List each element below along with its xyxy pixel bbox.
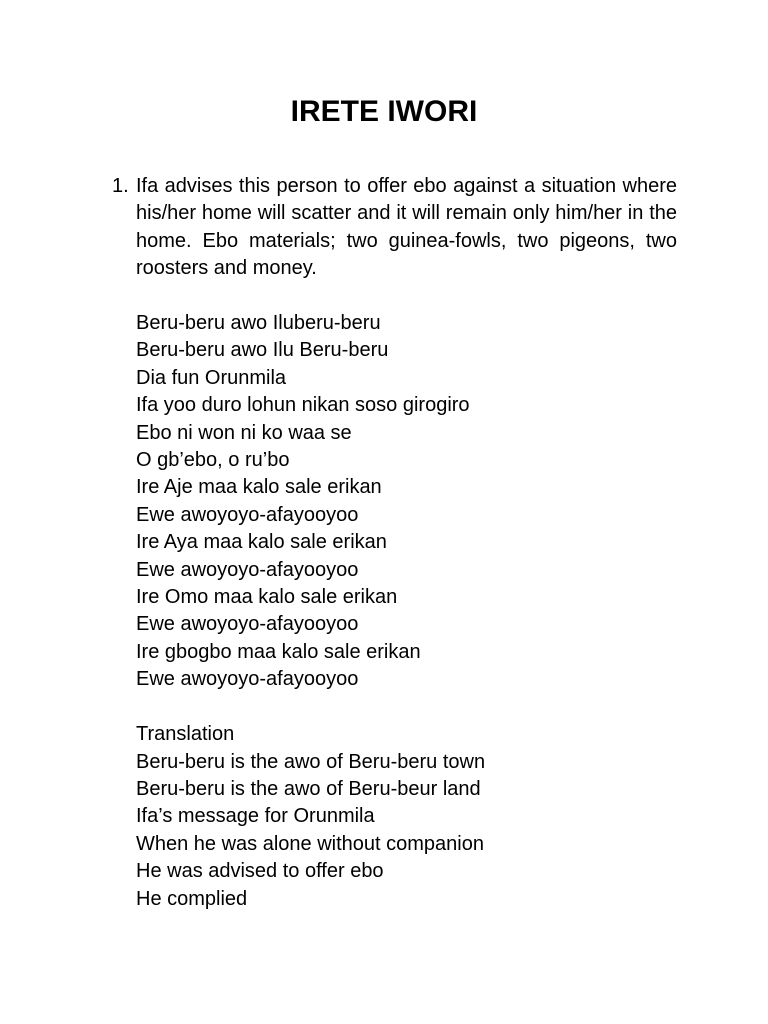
translation-line: He was advised to offer ebo [136,860,384,883]
verse-line: Beru-beru awo Iluberu-beru [136,312,381,335]
verse-line: Ewe awoyoyo-afayooyoo [136,503,359,526]
verse-line: Ewe awoyoyo-afayooyoo [136,558,359,581]
verse-line: Ire gbogbo maa kalo sale erikan [136,640,421,663]
verse-line: Ire Aya maa kalo sale erikan [136,531,387,554]
translation-heading: Translation [136,723,235,746]
list-item [112,173,677,913]
translation-line: Beru-beru is the awo of Beru-beur land [136,777,481,800]
verse-line: Ire Omo maa kalo sale erikan [136,586,398,609]
page-title: IRETE IWORI [290,95,478,128]
verse-line: Ewe awoyoyo-afayooyoo [136,613,359,636]
list-item-body [136,173,677,913]
verse-line: Ire Aje maa kalo sale erikan [136,476,382,499]
translation-line: When he was alone without companion [136,832,484,855]
list-item-number: 1. [112,175,129,197]
verse-line: Beru-beru awo Ilu Beru-beru [136,339,389,362]
verse-line: Dia fun Orunmila [136,366,287,389]
verse-line: Ebo ni won ni ko waa se [136,421,352,444]
translation-block [136,721,677,913]
ebo-advice-paragraph: Ifa advises this person to offer ebo against a situation where his/her home will scatter and it will remain only him/her in the home. Ebo materials; two guinea-fowls, two pigeons, two roosters and money. [136,175,677,280]
translation-line: Beru-beru is the awo of Beru-beru town [136,750,486,773]
verse-line: O gb’ebo, o ru’bo [136,449,290,472]
verse-line: Ifa yoo duro lohun nikan soso girogiro [136,394,470,417]
verse-line: Ewe awoyoyo-afayooyoo [136,668,359,691]
translation-line: Ifa’s message for Orunmila [136,805,375,828]
verse-block [136,310,677,694]
translation-line: He complied [136,887,248,910]
